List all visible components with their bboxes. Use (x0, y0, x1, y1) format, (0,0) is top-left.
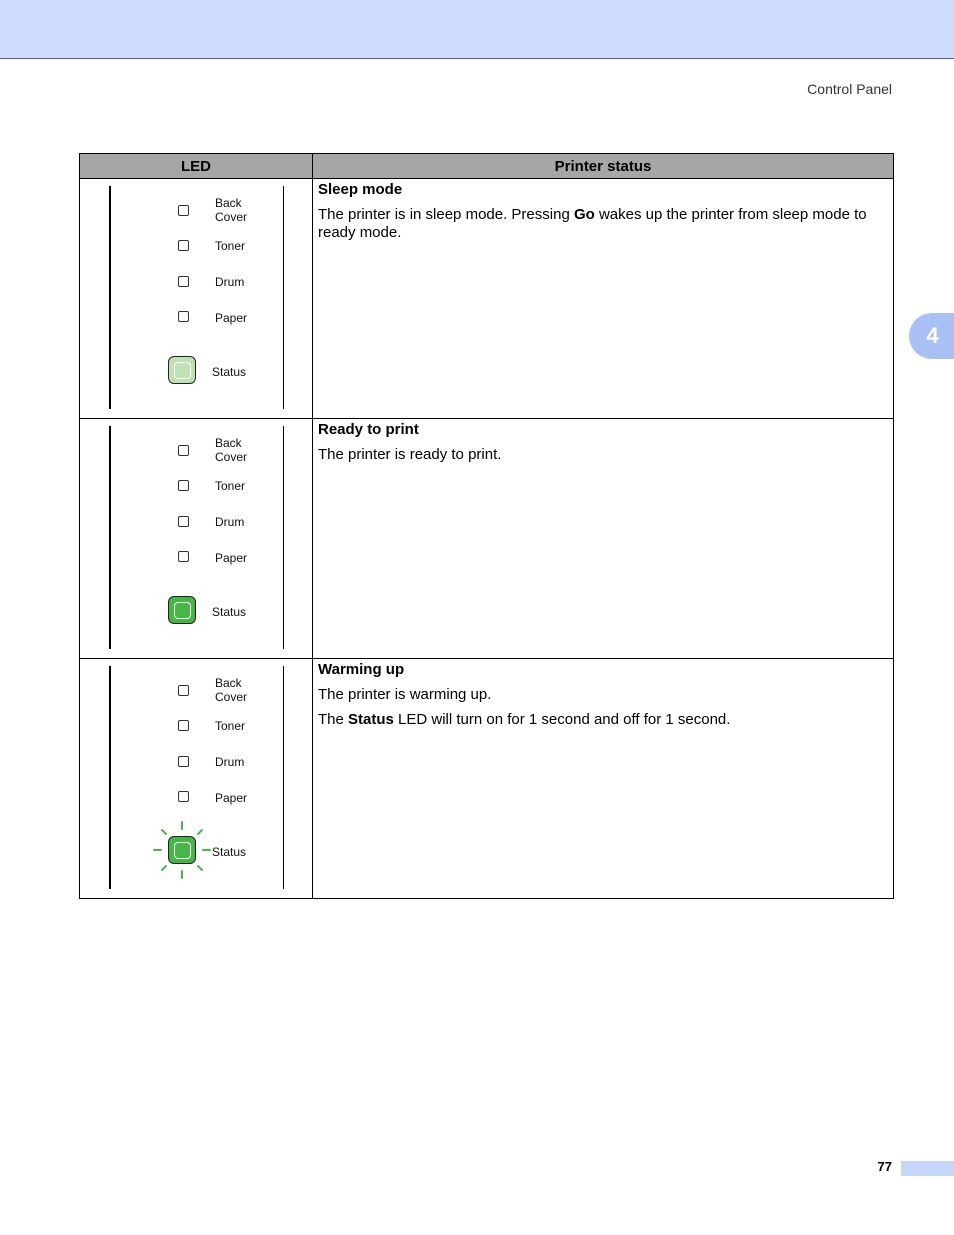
paper-label: Paper (215, 311, 248, 325)
back-cover-led-icon (178, 685, 189, 696)
chapter-tab[interactable]: 4 (909, 313, 954, 359)
status-led-blinking-icon (168, 836, 196, 864)
paper-led-icon (178, 551, 189, 562)
status-description-cell (313, 179, 894, 419)
header-led: LED (80, 154, 313, 179)
drum-led-icon (178, 516, 189, 527)
led-panel (109, 186, 284, 409)
led-panel-cell (80, 659, 313, 899)
table-header-row (80, 154, 894, 179)
drum-label: Drum (215, 275, 245, 289)
top-band (0, 0, 954, 59)
led-panel (109, 666, 284, 889)
paper-led-icon (178, 791, 189, 802)
back-cover-label: Back Cover (215, 196, 248, 224)
led-panel-cell (80, 419, 313, 659)
toner-label: Toner (215, 479, 246, 493)
led-status-table (79, 153, 894, 899)
toner-label: Toner (215, 719, 246, 733)
status-title: Warming up (318, 661, 405, 678)
led-panel-cell (80, 179, 313, 419)
drum-led-icon (178, 276, 189, 287)
header-printer-status: Printer status (313, 154, 894, 179)
status-led-dim-icon (168, 356, 196, 384)
paper-label: Paper (215, 791, 248, 805)
status-description-cell (313, 419, 894, 659)
page-number: 77 (877, 1159, 892, 1174)
section-title: Control Panel (807, 81, 892, 97)
status-led-on-icon (168, 596, 196, 624)
back-cover-led-icon (178, 445, 189, 456)
status-label: Status (212, 605, 247, 619)
paper-label: Paper (215, 551, 248, 565)
paper-led-icon (178, 311, 189, 322)
status-label: Status (212, 365, 247, 379)
toner-led-icon (178, 240, 189, 251)
page-number-bar (901, 1161, 954, 1176)
status-title: Ready to print (318, 421, 419, 438)
toner-led-icon (178, 480, 189, 491)
table-row (80, 659, 894, 899)
status-label: Status (212, 845, 247, 859)
status-description: The printer is ready to print. (318, 446, 502, 463)
drum-label: Drum (215, 515, 245, 529)
toner-led-icon (178, 720, 189, 731)
status-title: Sleep mode (318, 181, 403, 198)
table-row (80, 179, 894, 419)
led-panel (109, 426, 284, 649)
drum-led-icon (178, 756, 189, 767)
toner-label: Toner (215, 239, 246, 253)
table-row (80, 419, 894, 659)
status-description: The printer is in sleep mode. Pressing Go wakes up the printer from sleep mode to ready mode. (318, 206, 867, 241)
status-blink-note: The Status LED will turn on for 1 second and off for 1 second. (318, 711, 731, 728)
status-description-cell (313, 659, 894, 899)
back-cover-label: Back Cover (215, 436, 248, 464)
drum-label: Drum (215, 755, 245, 769)
back-cover-label: Back Cover (215, 676, 248, 704)
status-description: The printer is warming up. (318, 686, 492, 703)
back-cover-led-icon (178, 205, 189, 216)
